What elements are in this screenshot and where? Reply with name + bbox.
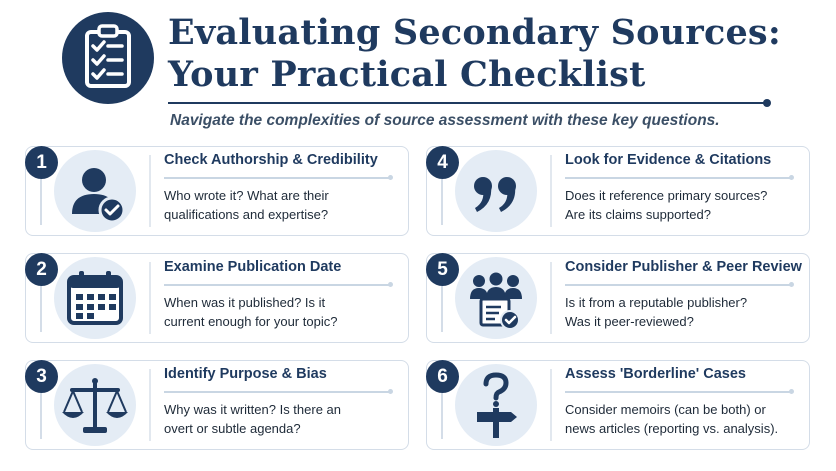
- card-divider: [149, 262, 151, 334]
- page-title: [168, 12, 781, 96]
- card-title-rule: [164, 177, 390, 179]
- badge-connector: [441, 286, 443, 332]
- checklist-card-3: [25, 360, 409, 450]
- clipboard-checklist-icon: [62, 12, 154, 104]
- badge-connector: [441, 179, 443, 225]
- card-title: Examine Publication Date: [164, 259, 342, 275]
- card-title-rule: [565, 391, 791, 393]
- card-divider: [550, 262, 552, 334]
- badge-connector: [40, 393, 42, 439]
- badge-connector: [40, 286, 42, 332]
- card-number-badge: 6: [426, 360, 459, 393]
- title-line-2: Your Practical Checklist: [168, 54, 646, 95]
- card-title-rule-dot: [789, 282, 794, 287]
- checklist-card-1: [25, 146, 409, 236]
- title-divider: [168, 102, 766, 104]
- card-title-rule-dot: [789, 175, 794, 180]
- card-title-rule: [164, 391, 390, 393]
- card-number-badge: 2: [25, 253, 58, 286]
- card-number-badge: 3: [25, 360, 58, 393]
- card-number-badge: 5: [426, 253, 459, 286]
- title-divider-dot: [763, 99, 771, 107]
- card-divider: [149, 369, 151, 441]
- card-number-badge: 4: [426, 146, 459, 179]
- title-line-1: Evaluating Secondary Sources:: [168, 12, 781, 53]
- page-subtitle: Navigate the complexities of source assessment with these key questions.: [170, 112, 720, 129]
- card-description: Does it reference primary sources? Are its claims supported?: [565, 188, 768, 222]
- calendar-icon: [54, 257, 136, 339]
- badge-connector: [40, 179, 42, 225]
- checklist-card-4: [426, 146, 810, 236]
- peer-review-icon: [455, 257, 537, 339]
- checklist-card-6: [426, 360, 810, 450]
- card-title: Look for Evidence & Citations: [565, 152, 772, 168]
- quote-icon: [455, 150, 537, 232]
- card-title: Assess 'Borderline' Cases: [565, 366, 746, 382]
- author-verified-icon: [54, 150, 136, 232]
- card-description: Is it from a reputable publisher? Was it peer-reviewed?: [565, 295, 748, 329]
- card-description: Consider memoirs (can be both) or news articles (reporting vs. analysis).: [565, 402, 779, 436]
- checklist-card-5: [426, 253, 810, 343]
- card-description: Why was it written? Is there an overt or subtle agenda?: [164, 402, 342, 436]
- card-title-rule-dot: [388, 282, 393, 287]
- card-title-rule-dot: [388, 389, 393, 394]
- card-divider: [149, 155, 151, 227]
- card-title-rule: [565, 284, 791, 286]
- card-title-rule: [565, 177, 791, 179]
- card-description: When was it published? Is it current enough for your topic?: [164, 295, 338, 329]
- card-divider: [550, 155, 552, 227]
- checklist-card-2: [25, 253, 409, 343]
- card-divider: [550, 369, 552, 441]
- badge-connector: [441, 393, 443, 439]
- scales-icon: [54, 364, 136, 446]
- card-number-badge: 1: [25, 146, 58, 179]
- card-title-rule: [164, 284, 390, 286]
- card-description: Who wrote it? What are their qualifications and expertise?: [164, 188, 329, 222]
- question-signpost-icon: [455, 364, 537, 446]
- card-title: Identify Purpose & Bias: [164, 366, 327, 382]
- card-title: Consider Publisher & Peer Review: [565, 259, 802, 275]
- card-title-rule-dot: [789, 389, 794, 394]
- card-title: Check Authorship & Credibility: [164, 152, 378, 168]
- card-title-rule-dot: [388, 175, 393, 180]
